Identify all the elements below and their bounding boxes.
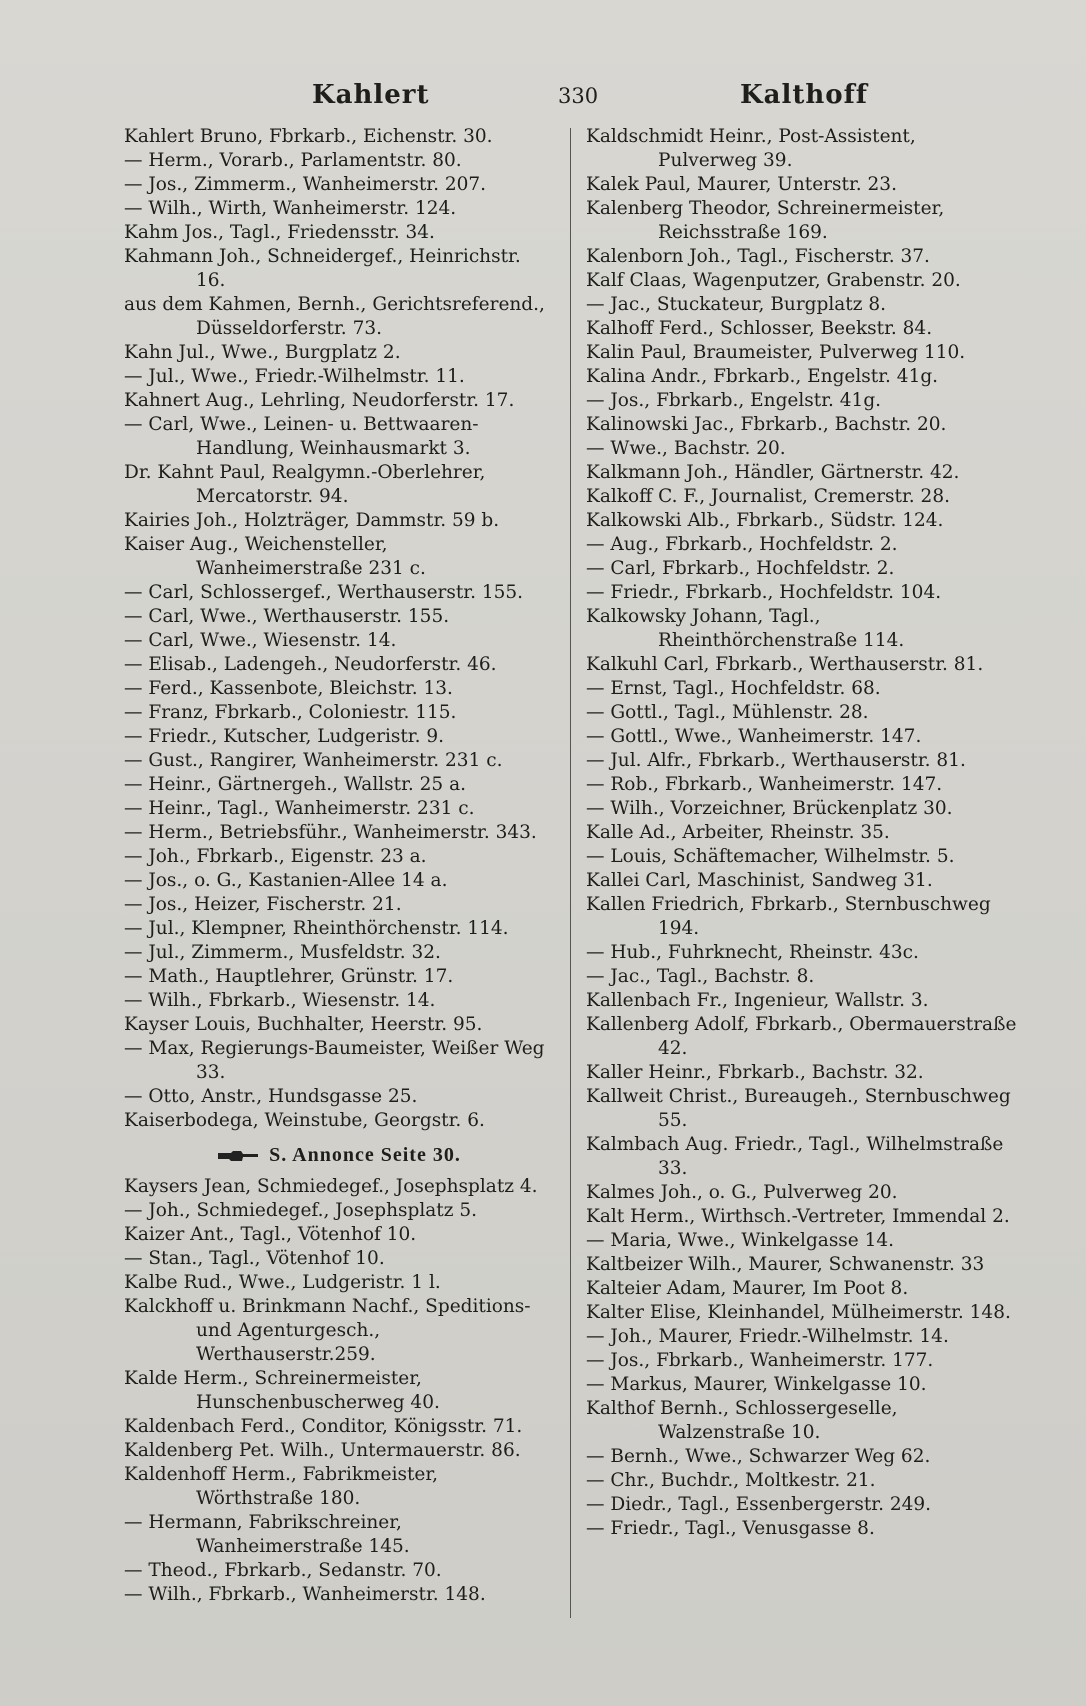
directory-entry: — Franz, Fbrkarb., Coloniestr. 115.: [124, 702, 457, 723]
directory-entry: — Ernst, Tagl., Hochfeldstr. 68.: [586, 678, 881, 699]
directory-entry: — Joh., Fbrkarb., Eigenstr. 23 a.: [124, 846, 427, 867]
directory-entry: Kalenborn Joh., Tagl., Fischerstr. 37.: [586, 246, 930, 267]
directory-entry: — Carl, Wwe., Werthauserstr. 155.: [124, 606, 450, 627]
directory-entry: Kaiser Aug., Weichensteller, Wanheimerstraße 231 c.: [124, 534, 426, 579]
directory-entry: Kahlert Bruno, Fbrkarb., Eichenstr. 30.: [124, 126, 493, 147]
directory-entry: — Elisab., Ladengeh., Neudorferstr. 46.: [124, 654, 497, 675]
directory-entry: — Carl, Wwe., Wiesenstr. 14.: [124, 630, 397, 651]
directory-entry: — Friedr., Kutscher, Ludgeristr. 9.: [124, 726, 445, 747]
page-number: 330: [558, 84, 599, 108]
directory-entry: — Jos., Zimmerm., Wanheimerstr. 207.: [124, 174, 487, 195]
directory-entry: — Jul., Wwe., Friedr.-Wilhelmstr. 11.: [124, 366, 465, 387]
directory-entry: — Jos., o. G., Kastanien-Allee 14 a.: [124, 870, 448, 891]
directory-entry: — Gust., Rangirer, Wanheimerstr. 231 c.: [124, 750, 503, 771]
directory-entry: — Ferd., Kassenbote, Bleichstr. 13.: [124, 678, 453, 699]
directory-entry: Kalkowski Alb., Fbrkarb., Südstr. 124.: [586, 510, 944, 531]
directory-entry: — Jac., Stuckateur, Burgplatz 8.: [586, 294, 887, 315]
directory-entry: — Heinr., Tagl., Wanheimerstr. 231 c.: [124, 798, 475, 819]
directory-entry: — Stan., Tagl., Vötenhof 10.: [124, 1248, 385, 1269]
directory-entry: Kalkoff C. F., Journalist, Cremerstr. 28.: [586, 486, 950, 507]
directory-entry: Kalinowski Jac., Fbrkarb., Bachstr. 20.: [586, 414, 947, 435]
directory-entry: Kalkuhl Carl, Fbrkarb., Werthauserstr. 81.: [586, 654, 984, 675]
directory-entry: — Rob., Fbrkarb., Wanheimerstr. 147.: [586, 774, 943, 795]
directory-entry: Kairies Joh., Holzträger, Dammstr. 59 b.: [124, 510, 500, 531]
directory-entry: — Aug., Fbrkarb., Hochfeldstr. 2.: [586, 534, 898, 555]
directory-entry: Kalmes Joh., o. G., Pulverweg 20.: [586, 1182, 898, 1203]
directory-entry: Kalbe Rud., Wwe., Ludgeristr. 1 l.: [124, 1272, 441, 1293]
directory-entry: — Bernh., Wwe., Schwarzer Weg 62.: [586, 1446, 931, 1467]
directory-entry: Kalckhoff u. Brinkmann Nachf., Speditions- und Agenturgesch., Werthauserstr.259.: [124, 1296, 531, 1365]
directory-entry: Kalkmann Joh., Händler, Gärtnerstr. 42.: [586, 462, 960, 483]
directory-entry: — Carl, Schlossergef., Werthauserstr. 155.: [124, 582, 524, 603]
directory-entry: Kaysers Jean, Schmiedegef., Josephsplatz 4.: [124, 1176, 538, 1197]
directory-entry: Kalde Herm., Schreinermeister, Hunschenbuscherweg 40.: [124, 1368, 440, 1413]
directory-entry: Kallen Friedrich, Fbrkarb., Sternbuschweg 194.: [586, 894, 991, 939]
directory-entry: — Herm., Betriebsführ., Wanheimerstr. 343.: [124, 822, 537, 843]
directory-entry: Kalhoff Ferd., Schlosser, Beekstr. 84.: [586, 318, 933, 339]
directory-entry: — Wilh., Vorzeichner, Brückenplatz 30.: [586, 798, 953, 819]
directory-entry: Kalenberg Theodor, Schreinermeister, Reichsstraße 169.: [586, 198, 945, 243]
directory-entry: — Otto, Anstr., Hundsgasse 25.: [124, 1086, 418, 1107]
directory-entry: — Joh., Maurer, Friedr.-Wilhelmstr. 14.: [586, 1326, 949, 1347]
directory-entry: — Jac., Tagl., Bachstr. 8.: [586, 966, 815, 987]
directory-entry: Kaller Heinr., Fbrkarb., Bachstr. 32.: [586, 1062, 924, 1083]
directory-entry: Kalt Herm., Wirthsch.-Vertreter, Immendal 2.: [586, 1206, 1010, 1227]
directory-entry: — Jul. Alfr., Fbrkarb., Werthauserstr. 81.: [586, 750, 966, 771]
directory-entry: Kahm Jos., Tagl., Friedensstr. 34.: [124, 222, 435, 243]
pointing-hand-icon: [217, 1149, 259, 1163]
directory-entry: — Heinr., Gärtnergeh., Wallstr. 25 a.: [124, 774, 466, 795]
directory-entry: Kallei Carl, Maschinist, Sandweg 31.: [586, 870, 933, 891]
directory-entry: Kalina Andr., Fbrkarb., Engelstr. 41g.: [586, 366, 939, 387]
directory-entry: Kaldenhoff Herm., Fabrikmeister, Wörthstraße 180.: [124, 1464, 439, 1509]
directory-entry: Kahn Jul., Wwe., Burgplatz 2.: [124, 342, 401, 363]
directory-entry: — Hermann, Fabrikschreiner, Wanheimerstraße 145.: [124, 1512, 410, 1557]
directory-entry: — Friedr., Tagl., Venusgasse 8.: [586, 1518, 875, 1539]
directory-entry: Kaiserbodega, Weinstube, Georgstr. 6.: [124, 1110, 485, 1131]
directory-entry: — Jul., Klempner, Rheinthörchenstr. 114.: [124, 918, 509, 939]
directory-entry: — Theod., Fbrkarb., Sedanstr. 70.: [124, 1560, 442, 1581]
directory-entry: — Chr., Buchdr., Moltkestr. 21.: [586, 1470, 876, 1491]
directory-entry: Kaizer Ant., Tagl., Vötenhof 10.: [124, 1224, 417, 1245]
directory-entry: — Wilh., Fbrkarb., Wiesenstr. 14.: [124, 990, 436, 1011]
directory-entry: — Carl, Fbrkarb., Hochfeldstr. 2.: [586, 558, 895, 579]
right-column: [586, 125, 1018, 1541]
directory-entry: — Jul., Zimmerm., Musfeldstr. 32.: [124, 942, 441, 963]
directory-entry: Kalle Ad., Arbeiter, Rheinstr. 35.: [586, 822, 890, 843]
directory-entry: — Gottl., Wwe., Wanheimerstr. 147.: [586, 726, 922, 747]
directory-entry: — Maria, Wwe., Winkelgasse 14.: [586, 1230, 895, 1251]
directory-entry: — Louis, Schäftemacher, Wilhelmstr. 5.: [586, 846, 955, 867]
directory-entry: Kallenbach Fr., Ingenieur, Wallstr. 3.: [586, 990, 929, 1011]
directory-entry: — Markus, Maurer, Winkelgasse 10.: [586, 1374, 927, 1395]
annonce-text: S. Annonce Seite 30.: [269, 1144, 461, 1166]
directory-entry: Dr. Kahnt Paul, Realgymn.-Oberlehrer, Mercatorstr. 94.: [124, 462, 486, 507]
directory-entry: — Hub., Fuhrknecht, Rheinstr. 43c.: [586, 942, 919, 963]
directory-entry: Kalkowsky Johann, Tagl., Rheinthörchenstraße 114.: [586, 606, 905, 651]
page-header: [120, 72, 1020, 112]
annonce-reference: [124, 1143, 554, 1167]
directory-entry: Kallweit Christ., Bureaugeh., Sternbuschweg 55.: [586, 1086, 1011, 1131]
directory-entry: — Jos., Heizer, Fischerstr. 21.: [124, 894, 402, 915]
directory-entry: Kaltbeizer Wilh., Maurer, Schwanenstr. 33: [586, 1254, 985, 1275]
directory-entry: Kayser Louis, Buchhalter, Heerstr. 95.: [124, 1014, 483, 1035]
directory-entry: Kalin Paul, Braumeister, Pulverweg 110.: [586, 342, 966, 363]
directory-entry: Kaldenberg Pet. Wilh., Untermauerstr. 86.: [124, 1440, 521, 1461]
directory-entry: — Friedr., Fbrkarb., Hochfeldstr. 104.: [586, 582, 942, 603]
directory-entry: Kaldenbach Ferd., Conditor, Königsstr. 71.: [124, 1416, 523, 1437]
directory-entry: — Wwe., Bachstr. 20.: [586, 438, 786, 459]
directory-entry: — Max, Regierungs-Baumeister, Weißer Weg 33.: [124, 1038, 545, 1083]
directory-entry: Kalf Claas, Wagenputzer, Grabenstr. 20.: [586, 270, 961, 291]
left-column: [124, 125, 554, 1607]
directory-entry: Kalmbach Aug. Friedr., Tagl., Wilhelmstraße 33.: [586, 1134, 1004, 1179]
directory-entry: Kahmann Joh., Schneidergef., Heinrichstr. 16.: [124, 246, 521, 291]
directory-entry: — Joh., Schmiedegef., Josephsplatz 5.: [124, 1200, 478, 1221]
directory-entry: — Herm., Vorarb., Parlamentstr. 80.: [124, 150, 462, 171]
directory-entry: Kallenberg Adolf, Fbrkarb., Obermauerstraße 42.: [586, 1014, 1017, 1059]
directory-entry: Kalter Elise, Kleinhandel, Mülheimerstr. 148.: [586, 1302, 1011, 1323]
header-right-keyword: Kalthoff: [740, 80, 868, 110]
directory-entry: — Jos., Fbrkarb., Engelstr. 41g.: [586, 390, 882, 411]
directory-entry: — Gottl., Tagl., Mühlenstr. 28.: [586, 702, 869, 723]
directory-entry: — Diedr., Tagl., Essenbergerstr. 249.: [586, 1494, 932, 1515]
directory-entry: — Jos., Fbrkarb., Wanheimerstr. 177.: [586, 1350, 934, 1371]
directory-entry: — Carl, Wwe., Leinen- u. Bettwaaren-Handlung, Weinhausmarkt 3.: [124, 414, 479, 459]
directory-entry: Kahnert Aug., Lehrling, Neudorferstr. 17.: [124, 390, 515, 411]
directory-entry: Kaldschmidt Heinr., Post-Assistent, Pulverweg 39.: [586, 126, 916, 171]
directory-entry: aus dem Kahmen, Bernh., Gerichtsreferend., Düsseldorferstr. 73.: [124, 294, 545, 339]
directory-entry: — Wilh., Wirth, Wanheimerstr. 124.: [124, 198, 457, 219]
column-divider: [570, 128, 571, 1618]
directory-entry: — Math., Hauptlehrer, Grünstr. 17.: [124, 966, 454, 987]
directory-entry: Kalteier Adam, Maurer, Im Poot 8.: [586, 1278, 909, 1299]
directory-entry: Kalek Paul, Maurer, Unterstr. 23.: [586, 174, 897, 195]
directory-entry: Kalthof Bernh., Schlossergeselle, Walzenstraße 10.: [586, 1398, 898, 1443]
header-left-keyword: Kahlert: [312, 80, 430, 110]
directory-entry: — Wilh., Fbrkarb., Wanheimerstr. 148.: [124, 1584, 486, 1605]
